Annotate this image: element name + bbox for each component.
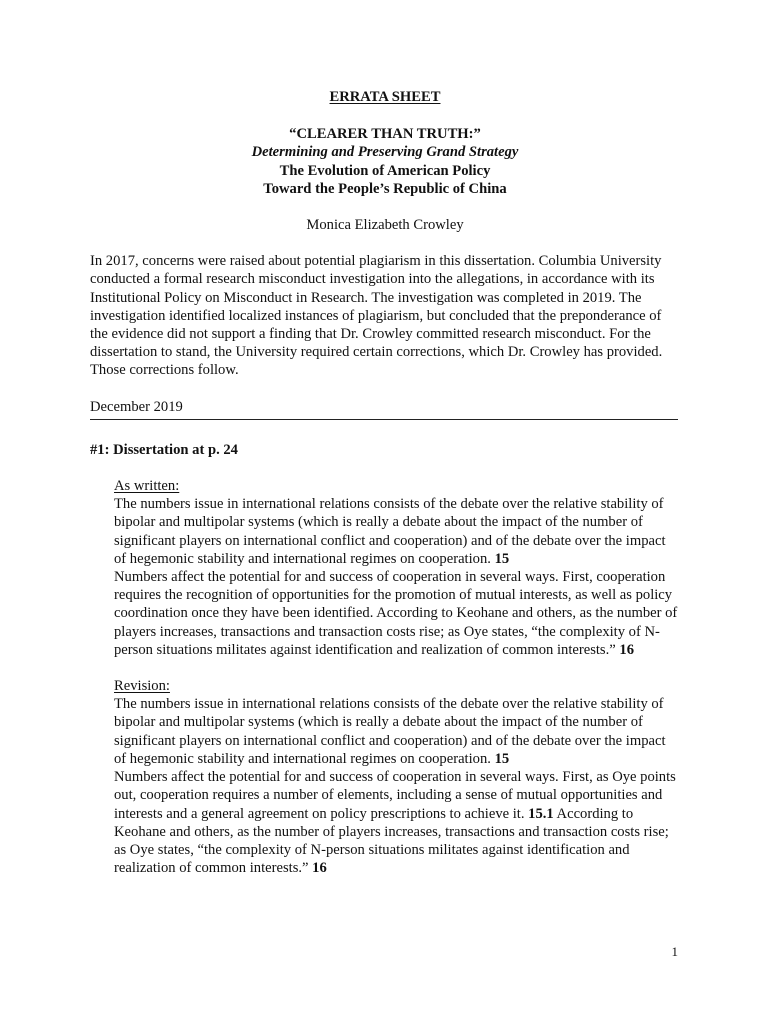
footnote-ref: 16 — [619, 641, 634, 658]
footnote-ref: 15 — [494, 750, 510, 767]
dissertation-subtitle: Determining and Preserving Grand Strategy — [251, 144, 519, 161]
dissertation-title-block — [90, 125, 680, 198]
footnote-ref: 15 — [494, 550, 510, 567]
revision-paragraph-1: The numbers issue in international relations consists of the debate over the relative stability of bipolar and multipolar systems (which is really a debate about the impact of the number of significant players on international conflict and cooperation) and of the debate over the impact of hegemonic stability and international regimes on cooperation. 15 — [114, 696, 666, 767]
intro-paragraph: In 2017, concerns were raised about potential plagiarism in this dissertation. Columbia University conducted a formal research misconduct investigation into the allegations, in accordance with its Institutional Policy on Misconduct in Research. The investigation was completed in 2019. The investigation identified localized instances of plagiarism, but concluded that the preponderance of the evidence did not support a finding that Dr. Crowley committed research misconduct. For the dissertation to stand, the University required certain corrections, which Dr. Crowley has provided. Those corrections follow. — [90, 253, 663, 379]
revision-block — [114, 677, 680, 877]
document-date: December 2019 — [90, 398, 183, 415]
as-written-block — [114, 477, 680, 659]
dissertation-subtitle-line3: The Evolution of American Policy — [279, 162, 491, 179]
dissertation-quote-title: “CLEARER THAN TRUTH:” — [289, 126, 481, 143]
revision-label: Revision: — [114, 678, 170, 695]
document-page — [90, 88, 680, 877]
section-heading: #1: Dissertation at p. 24 — [90, 441, 238, 458]
author-name: Monica Elizabeth Crowley — [306, 217, 464, 234]
as-written-paragraph-2: Numbers affect the potential for and success of cooperation in several ways. First, cooperation requires the recognition of opportunities for the promotion of mutual interests, as well as policy coordination once they have been identified. According to Keohane and others, as the number of players increases, transactions and transaction costs rise; as Oye states, “the complexity of N-person situations militates against identification and realization of common interests.” 16 — [114, 569, 678, 658]
horizontal-divider — [90, 419, 678, 420]
footnote-ref: 15.1 — [528, 805, 554, 822]
as-written-label: As written: — [114, 478, 180, 495]
page-number: 1 — [671, 944, 678, 959]
as-written-paragraph-1: The numbers issue in international relations consists of the debate over the relative stability of bipolar and multipolar systems (which is really a debate about the impact of the number of significant players on international conflict and cooperation) and of the debate over the impact of hegemonic stability and international regimes on cooperation. 15 — [114, 496, 666, 567]
revision-paragraph-2: Numbers affect the potential for and success of cooperation in several ways. First, as Oye points out, cooperation requires a number of elements, including a sense of mutual opportunities and interests and a general agreement on policy prescriptions to achieve it. 15.1 According to Keohane and others, as the number of players increases, transactions and transaction costs rise; as Oye states, “the complexity of N-person situations militates against identification and realization of common interests.” 16 — [114, 769, 676, 877]
document-title: ERRATA SHEET — [329, 89, 441, 105]
footnote-ref: 16 — [312, 860, 327, 877]
dissertation-subtitle-line4: Toward the People’s Republic of China — [263, 180, 507, 197]
